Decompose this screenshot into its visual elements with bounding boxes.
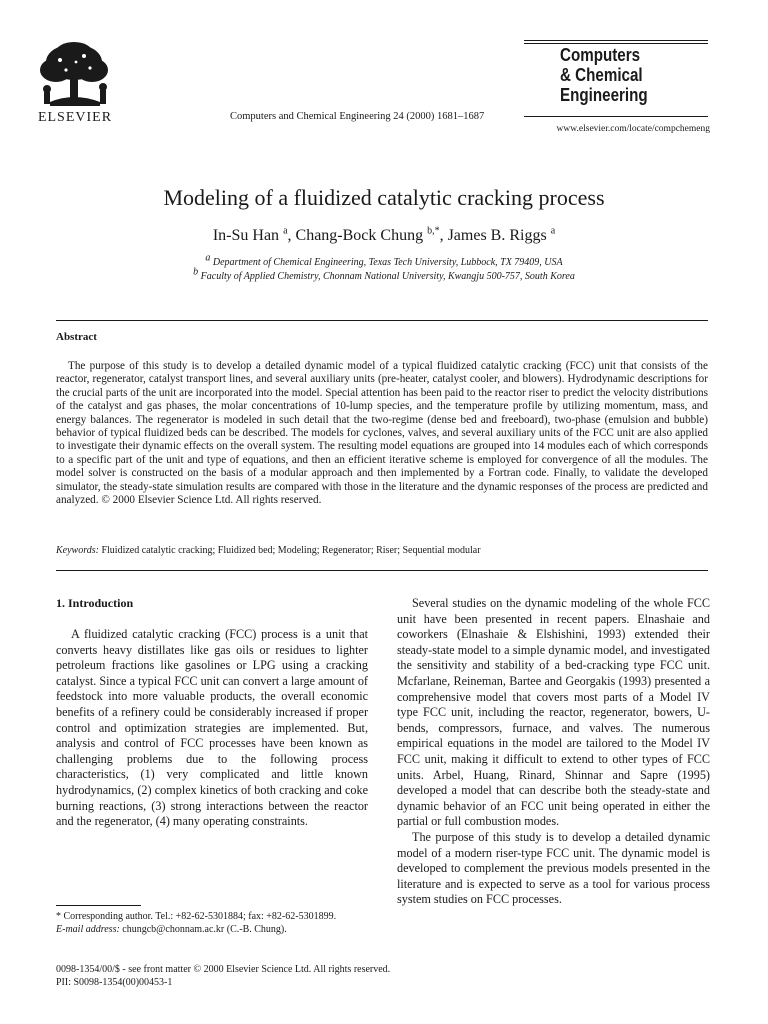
journal-name-line-1: Computers [560, 44, 641, 65]
affiliation-text: Department of Chemical Engineering, Texas Tech University, Lubbock, TX 79409, USA [212, 257, 563, 268]
footnote [56, 910, 368, 936]
intro-paragraph: Several studies on the dynamic modeling of the whole FCC unit have been presented in recent papers. Elnashaie and coworkers (Elnashaie & Elshishini, 1993) extended their steady-state model to a simple dynamic model, and investigated the sensitivity and stability of a bed-cracking type FCC unit. Mcfarlane, Reineman, Bartee and Georgakis (1993) presented a comprehensive model that covers most parts of a Model IV type FCC unit, including the reactor, regenerator, bowers, U-bends, compressors, furnace, and valves. The numerous empirical equations in the model are tailored to the Model IV FCC unit, making it difficult to extend to other types of FCC units. Arbel, Huang, Rinard, Shinnar and Sapre (1995) developed a model that can describe both the steady-state and dynamic behavior of an FCC unit being operated in either the partial or full combustion modes. [397, 596, 710, 829]
email-address[interactable]: chungcb@chonnam.ac.kr (C.-B. Chung). [122, 924, 287, 935]
keywords-text: Fluidized catalytic cracking; Fluidized bed; Modeling; Regenerator; Riser; Sequential modular [101, 545, 481, 556]
section-heading: 1. Introduction [56, 596, 134, 610]
publisher-name: ELSEVIER [37, 110, 113, 125]
journal-url[interactable]: www.elsevier.com/locate/compchemeng [556, 124, 710, 134]
affiliation-b [0, 266, 768, 282]
abstract-heading: Abstract [56, 331, 97, 343]
author-list: In-Su Han $^a$, Chang-Bock Chung $^{b,*}$, James B. Riggs $^a$ [212, 225, 556, 244]
abstract-rule-top [56, 320, 708, 321]
footnote-rule [56, 905, 141, 906]
author-affiliation-mark: a [550, 225, 556, 237]
journal-name [560, 45, 683, 105]
keywords-line [56, 545, 708, 556]
email-line [56, 923, 368, 936]
journal-rule-bottom [524, 116, 708, 117]
author-affiliation-mark: a [283, 225, 288, 237]
journal-name-line-2: & Chemical [560, 64, 643, 85]
right-column [397, 596, 710, 908]
author-name: Chang-Bock Chung [295, 227, 424, 244]
affiliation-text: Faculty of Applied Chemistry, Chonnam National University, Kwangju 500-757, South Korea [200, 271, 575, 282]
left-column [56, 596, 368, 830]
email-label: E-mail address: [56, 924, 120, 935]
abstract-rule-bottom [56, 570, 708, 571]
author-name: In-Su Han [212, 227, 280, 244]
author-name: James B. Riggs [447, 227, 547, 244]
keywords-label: Keywords: [56, 545, 99, 556]
elsevier-tree-icon [30, 40, 120, 110]
journal-citation: Computers and Chemical Engineering 24 (2000) 1681–1687 [230, 111, 485, 122]
author-affiliation-mark: b,* [427, 225, 440, 237]
affiliation-a [0, 252, 768, 268]
pii-line: PII: S0098-1354(00)00453-1 [56, 977, 173, 988]
affiliation-mark: b [193, 266, 199, 278]
journal-rule-top [524, 40, 708, 41]
abstract-text: The purpose of this study is to develop a detailed dynamic model of a typical fluidized catalytic cracking (FCC) unit that consists of the reactor, regenerator, catalyst transport lines, and several auxiliary units (pre-heater, catalyst cooler, and blowers). Hydrodynamic descriptions for the crucial parts of the unit are incorporated into the model. Special attention has been paid to the reactor riser to predict the velocity distributions of the catalyst and gas phases, the molar concentrations of 10-lump species, and the temperature profile by utilizing momentum, mass, and energy balances. The regenerator is modeled in such detail that the two-regime (dense bed and freeboard), two-phase (emulsion and bubble) behavior of typical fluidized beds can be described. The models for cyclones, valves, and several auxiliary units of the FCC unit are also applied to investigate their dynamic effects on the overall system. The resulting model equations are grouped into 14 modules each of which corresponds to a specific part of the unit and type of equations, and then an efficient iterative scheme is employed for convergence of all the modules. The model solver is constructed on the basis of a modular approach and then implemented by a Fortran code. Finally, to validate the developed simulator, the steady-state simulation results are compared with those in the literature and the dynamic responses of the process are predicted and analyzed. © 2000 Elsevier Science Ltd. All rights reserved. [56, 360, 708, 507]
front-matter-line: 0098-1354/00/$ - see front matter © 2000 Elsevier Science Ltd. All rights reserved. [56, 964, 391, 975]
corresponding-author-note: * Corresponding author. Tel.: +82-62-5301884; fax: +82-62-5301899. [56, 911, 337, 922]
affiliation-mark: a [205, 252, 211, 264]
intro-paragraph: The purpose of this study is to develop a detailed dynamic model of a modern riser-type FCC unit. The dynamic model is developed to complement the previous models presented in the literature and is expected to serve as a tool for various process system studies on FCC processes. [397, 829, 710, 907]
paper-title: Modeling of a fluidized catalytic cracking process [163, 185, 605, 210]
intro-paragraph: A fluidized catalytic cracking (FCC) process is a unit that converts heavy distillates like gas oils or residues to lighter petroleum fractions like gasolines or LPG using a cracking catalyst. Since a typical FCC unit can convert a large amount of feedstock into more valuable products, the overall economic benefits of a refinery could be considerably increased if proper control and optimization strategies are implemented. But, analysis and control of FCC processes have been known as challenging problems due to the following process characteristics, (1) very complicated and little known hydrodynamics, (2) complex kinetics of both cracking and coke burning reactions, (3) strong interactions between the reactor and the regenerator, (4) many operating constraints. [56, 627, 368, 829]
journal-name-line-3: Engineering [560, 84, 648, 105]
